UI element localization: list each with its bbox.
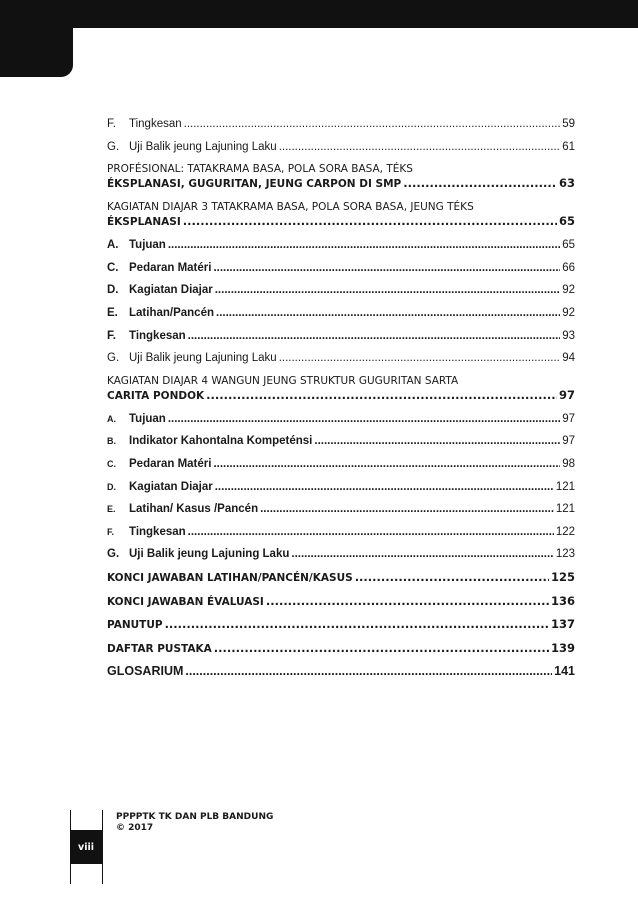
toc-page: 139 xyxy=(550,640,575,655)
toc-entry[interactable] xyxy=(107,329,575,343)
toc-letter: F. xyxy=(107,329,116,342)
toc-title: Kagiatan Diajar xyxy=(129,480,213,493)
toc-leader xyxy=(279,351,561,365)
toc-entry[interactable] xyxy=(107,117,575,131)
toc-leader xyxy=(355,570,549,584)
toc-leader xyxy=(188,525,554,539)
toc-letter: D. xyxy=(107,481,116,492)
toc-entry[interactable] xyxy=(107,480,575,494)
toc-leader xyxy=(168,238,560,252)
toc-title: Tingkesan xyxy=(129,525,186,538)
toc-entry[interactable] xyxy=(107,457,575,471)
toc-letter: F. xyxy=(107,526,115,537)
toc-page: 65 xyxy=(558,214,575,229)
toc-leader xyxy=(260,502,554,516)
toc-title: Indikator Kahontalna Kompeténsi xyxy=(129,435,313,448)
toc-entry[interactable] xyxy=(107,664,575,678)
toc-title: Pedaran Matéri xyxy=(129,261,212,274)
table-of-contents xyxy=(107,117,575,687)
toc-title: GLOSARIUM xyxy=(107,664,184,679)
toc-entry[interactable] xyxy=(107,238,575,252)
toc-leader xyxy=(184,117,561,131)
toc-entry[interactable] xyxy=(107,594,575,609)
toc-letter: A. xyxy=(107,239,119,252)
toc-title: Uji Balik jeung Lajuning Laku xyxy=(129,140,277,153)
toc-title: PANUTUP xyxy=(107,619,163,632)
toc-title: Uji Balik jeung Lajuning Laku xyxy=(129,352,277,365)
toc-title: ÉKSPLANASI xyxy=(107,216,181,229)
toc-entry[interactable] xyxy=(107,283,575,297)
toc-title: DAFTAR PUSTAKA xyxy=(107,642,212,655)
toc-page: 122 xyxy=(555,525,575,538)
toc-leader xyxy=(168,412,560,426)
toc-chapter-entry[interactable] xyxy=(107,200,575,229)
toc-page: 65 xyxy=(562,239,575,252)
toc-page: 97 xyxy=(558,387,575,402)
toc-leader xyxy=(213,457,560,471)
toc-title: Kagiatan Diajar xyxy=(129,284,213,297)
toc-page: 66 xyxy=(562,261,575,274)
toc-page: 141 xyxy=(554,664,575,679)
toc-leader xyxy=(188,329,561,343)
toc-page: 63 xyxy=(558,176,575,191)
toc-letter: G. xyxy=(107,140,120,153)
toc-entry[interactable] xyxy=(107,306,575,320)
toc-letter: E. xyxy=(107,306,118,319)
toc-title: ÉKSPLANASI, GUGURITAN, JEUNG CARPON DI SMP xyxy=(107,178,402,191)
toc-entry[interactable] xyxy=(107,261,575,275)
toc-title: Pedaran Matéri xyxy=(129,457,212,470)
toc-page: 97 xyxy=(562,435,575,448)
toc-page: 93 xyxy=(562,329,575,342)
toc-entry[interactable] xyxy=(107,547,575,561)
toc-chapter-line1: PROFÉSIONAL: TATAKRAMA BASA, POLA SORA BASA, TÉKS xyxy=(107,163,413,176)
toc-title: Tingkesan xyxy=(129,118,182,130)
toc-letter: F. xyxy=(107,118,116,130)
toc-letter: A. xyxy=(107,413,116,424)
toc-chapter-line1: KAGIATAN DIAJAR 4 WANGUN JEUNG STRUKTUR GUGURITAN SARTA xyxy=(107,374,459,387)
toc-page: 59 xyxy=(562,118,575,130)
toc-entry[interactable] xyxy=(107,502,575,516)
toc-page: 125 xyxy=(550,569,575,584)
toc-page: 121 xyxy=(555,503,575,516)
toc-page: 92 xyxy=(562,284,575,297)
toc-leader xyxy=(279,140,561,154)
toc-chapter-line1: KAGIATAN DIAJAR 3 TATAKRAMA BASA, POLA SORA BASA, JEUNG TÉKS xyxy=(107,201,474,214)
toc-leader xyxy=(213,261,560,275)
toc-title: Tingkesan xyxy=(129,329,186,342)
toc-leader xyxy=(215,480,554,494)
footer-page-marker xyxy=(70,810,102,884)
publisher-name: PPPPTK TK DAN PLB BANDUNG xyxy=(116,812,274,822)
toc-entry[interactable] xyxy=(107,140,575,154)
toc-leader xyxy=(216,306,560,320)
toc-page: 123 xyxy=(555,548,575,561)
toc-title: Tujuan xyxy=(129,412,166,425)
toc-leader xyxy=(266,594,549,608)
toc-page: 97 xyxy=(562,412,575,425)
corner-tab xyxy=(0,0,73,77)
toc-letter: C. xyxy=(107,261,119,274)
toc-leader xyxy=(314,434,560,448)
toc-letter: G. xyxy=(107,352,120,365)
page-number: viii xyxy=(70,830,102,864)
toc-title: Latihan/ Kasus /Pancén xyxy=(129,503,259,516)
toc-title: KONCI JAWABAN ÉVALUASI xyxy=(107,595,264,608)
toc-leader xyxy=(206,388,557,402)
toc-page: 137 xyxy=(550,617,575,632)
footer-publisher-block xyxy=(116,812,273,834)
toc-entry[interactable] xyxy=(107,641,575,656)
toc-entry[interactable] xyxy=(107,351,575,365)
toc-entry[interactable] xyxy=(107,617,575,632)
top-bar xyxy=(0,0,638,28)
toc-page: 61 xyxy=(562,140,575,153)
toc-page: 121 xyxy=(555,480,575,493)
toc-entry[interactable] xyxy=(107,434,575,448)
toc-chapter-entry[interactable] xyxy=(107,162,575,191)
toc-letter: E. xyxy=(107,504,116,515)
toc-chapter-entry[interactable] xyxy=(107,374,575,403)
toc-letter: D. xyxy=(107,284,119,297)
toc-title: Latihan/Pancén xyxy=(129,306,214,319)
toc-leader xyxy=(183,214,557,228)
toc-leader xyxy=(165,617,549,631)
toc-letter: G. xyxy=(107,548,120,561)
toc-page: 98 xyxy=(562,457,575,470)
toc-entry[interactable] xyxy=(107,570,575,585)
toc-leader xyxy=(215,283,560,297)
toc-page: 94 xyxy=(562,352,575,365)
toc-letter: C. xyxy=(107,458,116,469)
toc-entry[interactable] xyxy=(107,412,575,426)
toc-title: CARITA PONDOK xyxy=(107,389,205,402)
copyright: © 2017 xyxy=(116,823,154,833)
toc-title: Uji Balik jeung Lajuning Laku xyxy=(129,548,290,561)
toc-entry[interactable] xyxy=(107,525,575,539)
toc-leader xyxy=(291,547,553,561)
toc-leader xyxy=(214,641,549,655)
toc-page: 92 xyxy=(562,306,575,319)
toc-page: 136 xyxy=(550,593,575,608)
toc-leader xyxy=(185,664,552,678)
toc-title: KONCI JAWABAN LATIHAN/PANCÉN/KASUS xyxy=(107,571,353,584)
toc-letter: B. xyxy=(107,436,116,447)
toc-title: Tujuan xyxy=(129,239,166,252)
toc-leader xyxy=(403,176,557,190)
